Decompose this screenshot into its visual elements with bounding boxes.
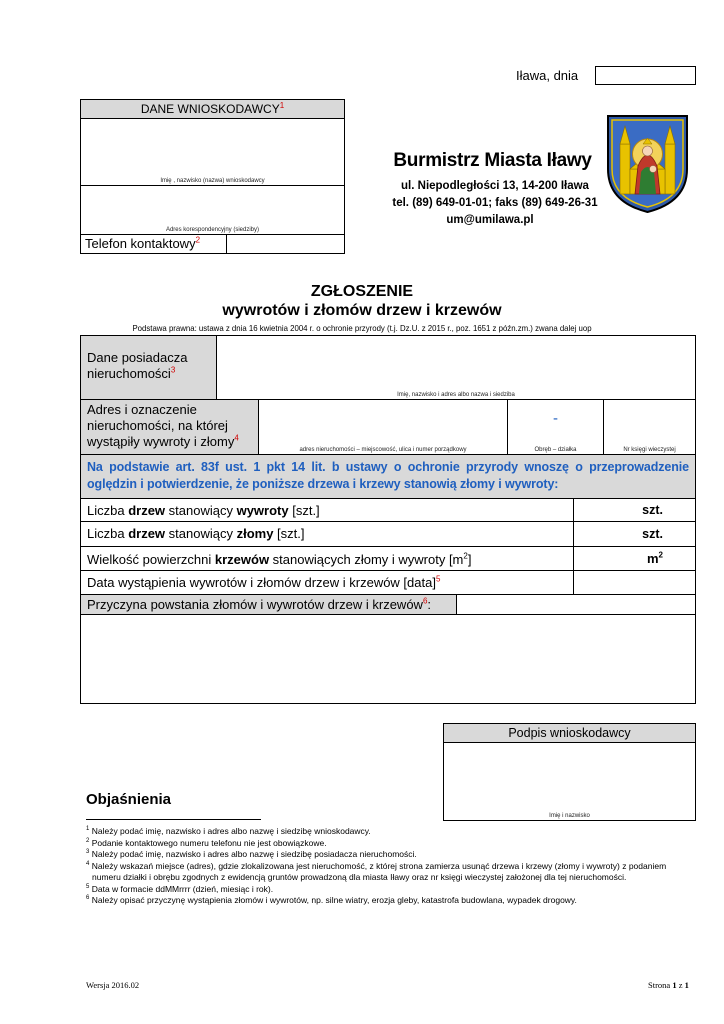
occurrence-date-field[interactable] (573, 571, 695, 594)
owner-label-cell: Dane posiadacza nieruchomości$^3$ (81, 336, 217, 400)
authority-email: um@umilawa.pl (446, 214, 534, 226)
location-address-field[interactable] (259, 400, 508, 455)
phone-label: Telefon kontaktowy$^2$ (85, 235, 201, 251)
footnote-4-continued: numeru działki i obrębu zgodnych z ewidencją gruntów prowadzoną dla miasta Iławy oraz nr księgi wieczystej założonej dla tej nieruchomości. (92, 872, 627, 882)
location-label-cell: Adres i oznaczenie nieruchomości, na której wystąpiły wywroty i złomy$^4$ (81, 400, 259, 455)
signature-section (443, 723, 696, 821)
fallen-trees-count-field[interactable] (573, 499, 695, 521)
footnote-3: $^3$ Należy podać imię, nazwisko i adres albo nazwę i siedzibę posiadacza nieruchomości. (86, 849, 417, 859)
row-occurrence-date: Data wystąpienia wywrotów i złomów drzew i krzewów [data]$^5$ (81, 571, 695, 595)
broken-trees-count-field[interactable] (573, 522, 695, 546)
cause-label-cell: Przyczyna powstania złomów i wywrotów drzew i krzewów$^6$: (81, 595, 457, 615)
footnote-6: $^6$ Należy opisać przyczynę wystąpienia złomów i wywrotów, np. silne wiatry, erozja gleby, katastrofa budowlana, wypadek drogowy. (86, 895, 577, 905)
applicant-name-field[interactable] (81, 119, 344, 186)
shrub-area-unit: $m^2$ (646, 550, 663, 566)
footnote-2: $^2$ Podanie kontaktowego numeru telefonu nie jest obowiązkowe. (86, 837, 327, 848)
authority-phones: tel. (89) 649-01-01; faks (89) 649-26-31 (392, 197, 598, 209)
signature-field[interactable] (444, 743, 695, 820)
cause-description-field[interactable] (81, 615, 695, 703)
phone-field[interactable] (226, 235, 344, 253)
legal-basis: Podstawa prawna: ustawa z dnia 16 kwietnia 2004 r. o ochronie przyrody (t.j. Dz.U. z 2015 r., poz. 1651 z późn.zm.) zwana dalej uop (132, 323, 592, 333)
owner-caption: Imię, nazwisko i adres albo nazwa i siedziba (397, 392, 515, 398)
authority-address: ul. Niepodległości 13, 14-200 Iława (401, 180, 589, 192)
form-table (80, 335, 696, 704)
row-shrub-area: Wielkość powierzchni krzewów stanowiących złomy i wywroty $[m^2]$ $m^2$ (81, 547, 695, 571)
owner-field[interactable] (217, 336, 695, 400)
footnote-divider (86, 819, 261, 820)
precinct-dash: - (553, 410, 558, 427)
footnotes-list (86, 826, 666, 907)
page-number: Strona 1 z 1 (648, 980, 689, 990)
form-title: ZGŁOSZENIE (310, 283, 414, 300)
footnote-4: $^4$ Należy wskazań miejsce (adres), gdzie zlokalizowana jest nieruchomość, z której strona zamierza usunąć drzewa i krzewy (złomy i wywroty) z podaniem (86, 860, 667, 871)
authority-block (360, 150, 630, 226)
location-precinct-caption: Obręb – działka (534, 447, 577, 453)
version-label: Wersja 2016.02 (86, 980, 140, 990)
date-field[interactable] (595, 66, 696, 85)
location-register-field[interactable] (604, 400, 695, 455)
footnote-1: $^1$ Należy podać imię, nazwisko i adres albo nazwę i siedzibę wnioskodawcy. (86, 826, 371, 836)
row-fallen-trees: Liczba drzew stanowiący wywroty [szt.] szt. (81, 499, 695, 522)
broken-trees-unit: szt. (642, 527, 663, 541)
coat-of-arms-icon (606, 114, 689, 214)
fallen-trees-unit: szt. (642, 503, 663, 517)
location-precinct-field[interactable] (508, 400, 604, 455)
footnote-5: $^5$ Data w formacie ddMMrrrr (dzień, miesiąc i rok). (86, 883, 274, 894)
applicant-section (80, 99, 345, 254)
signature-caption: Imię i nazwisko (549, 813, 590, 819)
location-register-caption: Nr księgi wieczystej (623, 447, 676, 453)
request-statement: Na podstawie art. 83f ust. 1 pkt 14 lit. b ustawy o ochronie przyrody wnoszę o przeprowadzenie oględzin i potwierdzenie, że poniższe drzewa i krzewy stanowią złomy i wywroty: (81, 455, 695, 499)
cause-inline-field[interactable] (457, 595, 695, 615)
location-address-caption: adres nieruchomości – miejscowość, ulica i numer porządkowy (299, 447, 467, 453)
authority-title: Burmistrz Miasta Iławy (393, 150, 592, 171)
shrub-area-field[interactable] (573, 547, 695, 570)
applicant-name-caption: Imię , nazwisko (nazwa) wnioskodawcy (160, 178, 265, 184)
applicant-address-caption: Adres korespondencyjny (siedziby) (165, 227, 260, 233)
place-date-label: Iława, dnia (516, 68, 579, 83)
applicant-address-field[interactable] (81, 186, 344, 235)
applicant-header: DANE WNIOSKODAWCY$^1$ (81, 100, 344, 119)
form-subtitle: wywrotów i złomów drzew i krzewów (222, 302, 502, 319)
explanations-title: Objaśnienia (86, 791, 172, 808)
row-broken-trees: Liczba drzew stanowiący złomy [szt.] szt. (81, 522, 695, 547)
signature-header: Podpis wnioskodawcy (444, 724, 695, 743)
